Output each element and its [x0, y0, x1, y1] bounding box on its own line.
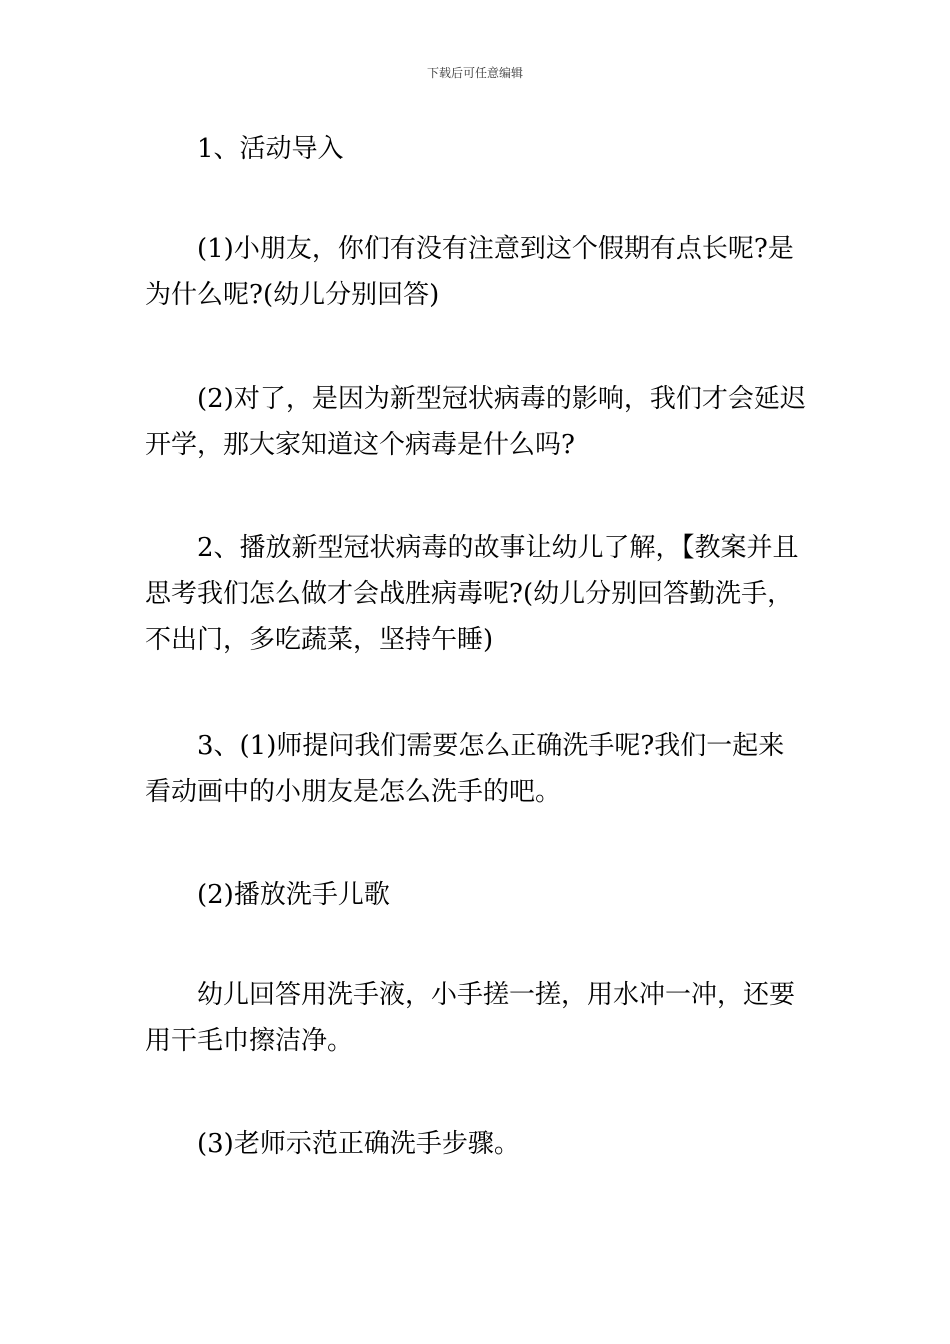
- paragraph-story: 2、播放新型冠状病毒的故事让幼儿了解，【教案并且思考我们怎么做才会战胜病毒呢?(幼儿分别回答勤洗手，不出门，多吃蔬菜，坚持午睡): [145, 533, 799, 655]
- paragraph-teacher-demo: (3)老师示范正确洗手步骤。: [197, 1129, 520, 1159]
- paragraph-activity-intro: 1、活动导入: [197, 134, 344, 164]
- paragraph-child-answer: 幼儿回答用洗手液，小手搓一搓，用水冲一冲，还要用干毛巾擦洁净。: [145, 980, 796, 1056]
- paragraph-question-1: (1)小朋友，你们有没有注意到这个假期有点长呢?是为什么呢?(幼儿分别回答): [145, 234, 794, 310]
- paragraph-song: (2)播放洗手儿歌: [197, 880, 390, 910]
- page-header: 下载后可任意编辑: [426, 66, 523, 80]
- paragraph-question-2: (2)对了，是因为新型冠状病毒的影响，我们才会延迟开学，那大家知道这个病毒是什么吗?: [145, 384, 806, 460]
- paragraph-handwashing-question: 3、(1)师提问我们需要怎么正确洗手呢?我们一起来看动画中的小朋友是怎么洗手的吧。: [145, 731, 785, 807]
